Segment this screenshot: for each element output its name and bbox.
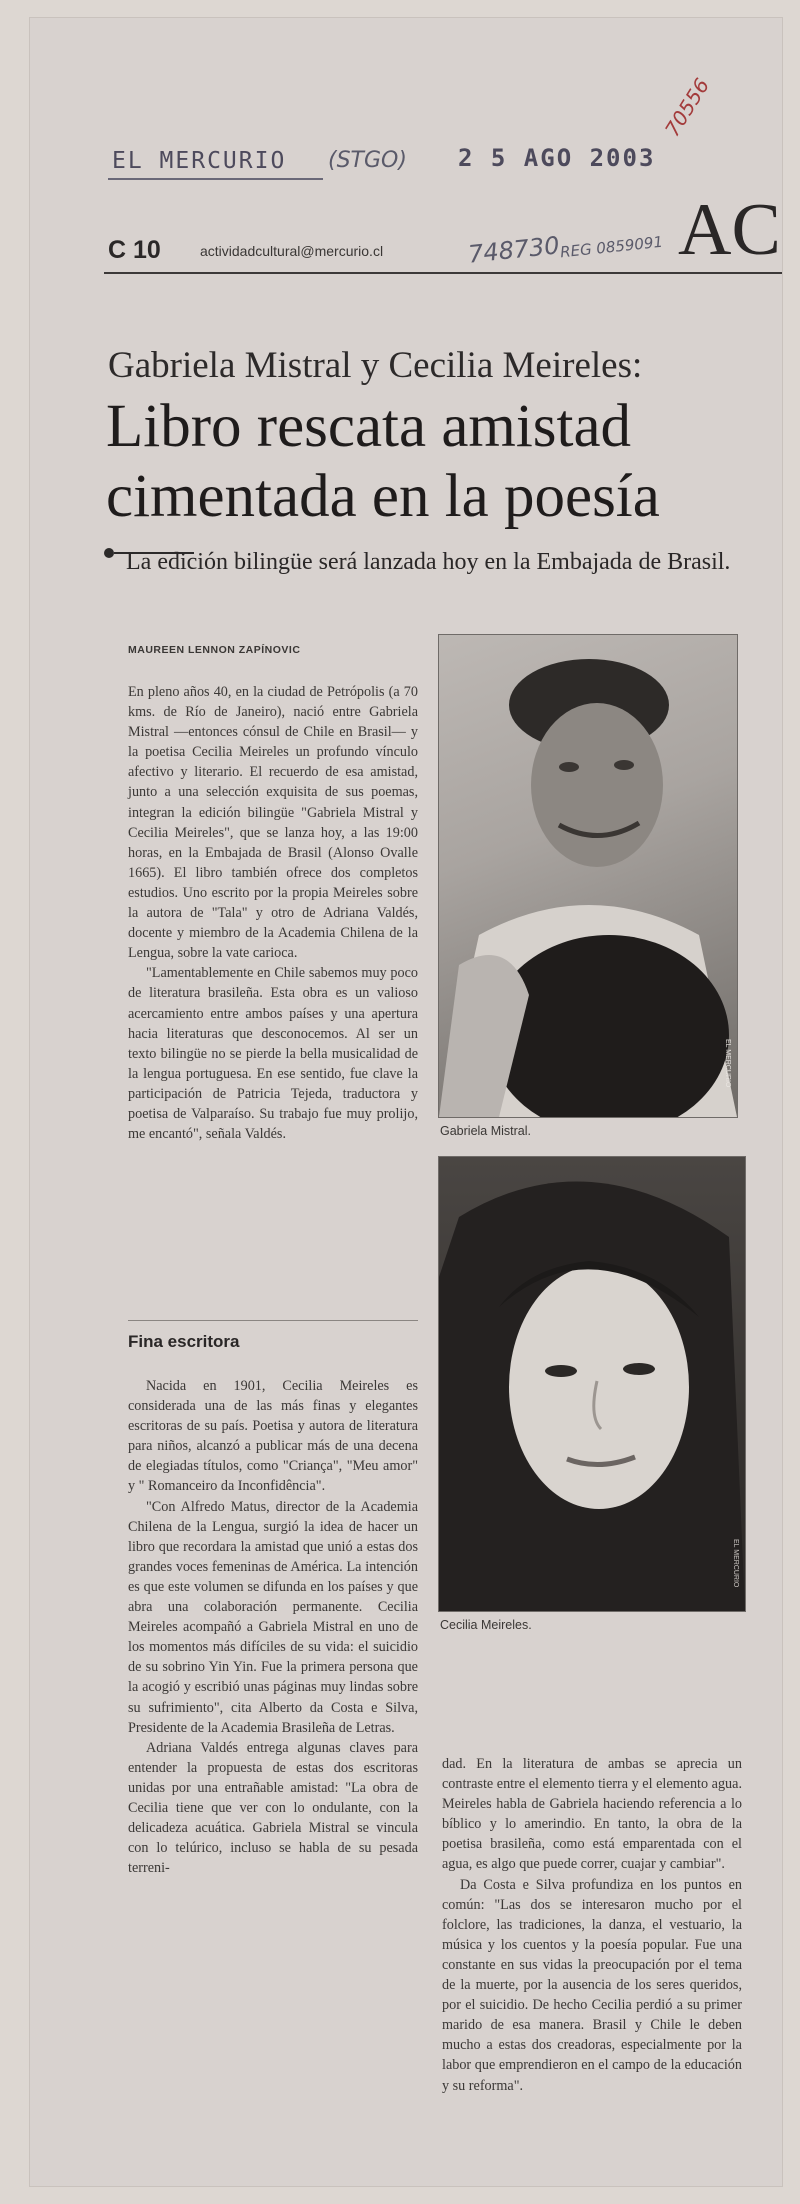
paragraph: "Lamentablemente en Chile sabemos muy poco de literatura brasileña. Esta obra es un valioso acercamiento entre ambos países y una apertura hacia literaturas que desconocemos. Al ser un texto bilingüe no se pierde la bella musicalidad de la lengua portuguesa. En ese sentido, fue clave la participación de Patricia Tejeda, traductora y poetisa de Valparaíso. Su trabajo fue muy prolijo, me encantó", señala Valdés. (128, 965, 418, 1143)
handwritten-number: 748730 (466, 231, 561, 269)
headline-line-2: cimentada en la poesía (106, 463, 660, 530)
stamp-date: 2 5 AGO 2003 (458, 144, 656, 172)
article-byline: MAUREEN LENNON ZAPÍNOVIC (128, 644, 301, 656)
section-email: actividadcultural@mercurio.cl (200, 243, 384, 259)
subhead-rule (128, 1320, 418, 1321)
paragraph: "Con Alfredo Matus, director de la Academia Chilena de la Lengua, surgió la idea de hacer un libro que recordara la amistad que unió a estas dos grandes voces femeninas de América. La intención es que este volumen se difunda en los países y que abra una colaboración permanente. Cecilia Meireles acompañó a Gabriela Mistral en uno de los momentos más difíciles de su vida: el suicidio de su sobrino Yin Yin. Fue la primera persona que la acogió y escribió unas páginas muy lindas sobre su sufrimiento", cita Alberto da Costa e Silva, Presidente de la Academia Brasileña de Letras. (128, 1498, 418, 1736)
page-number: C 10 (108, 236, 161, 264)
column-2 (442, 1754, 742, 2096)
headline-line-1: Libro rescata amistad (106, 393, 632, 460)
stamp-underline (108, 178, 323, 180)
article-dek: La edición bilingüe será lanzada hoy en la Embajada de Brasil. (126, 549, 731, 575)
paragraph: dad. En la literatura de ambas se aprecia un contraste entre el elemento tierra y el elemento agua. Meireles habla de Gabriela haciendo referencia a lo bíblico y lo amerindio. En tanto, la obra de la poetisa brasileña, como está emparentada con el agua, es algo que puede correr, cuajar y cambiar". (442, 1756, 742, 1873)
portrait-illustration (439, 635, 737, 1117)
caption-cecilia-meireles: Cecilia Meireles. (440, 1618, 532, 1632)
handwritten-location: (STGO) (328, 148, 407, 173)
paragraph: Da Costa e Silva profundiza en los puntos en común: "Las dos se interesaron mucho por el folclore, las tradiciones, la danza, el vestuario, la música y los cuentos y la poesía popular. Fue una constante en sus vidas la preocupación por el tema de la muerte, por la ausencia de los seres queridos, por el suicidio. De hecho Cecilia perdió a su primer marido de esa manera. Brasil y Chile le deben mucho a estas dos creadoras, especialmente por la labor que emprendieron en el campo de la educación y su reforma". (442, 1876, 742, 2094)
photo-credit: EL MERCURIO (732, 1538, 739, 1587)
paragraph: En pleno años 40, en la ciudad de Petrópolis (a 70 kms. de Río de Janeiro), nació entre Gabriela Mistral —entonces cónsul de Chile en Brasil— y la poetisa Cecilia Meireles un profundo vínculo afectivo y literario. El recuerdo de esa amistad, junto a una selección exquisita de sus poemas, integran la edición bilingüe "Gabriela Mistral y Cecilia Meireles", que se lanza hoy, a las 19:00 horas, en la Embajada de Brasil (Alonso Ovalle 1665). El libro también ofrece dos completos estudios. Uno escrito por la propia Meireles sobre la autora de "Tala" y otro de Adriana Valdés, docente y miembro de la Academia Chilena de la Lengua, sobre la vate carioca. (128, 684, 418, 962)
photo-gabriela-mistral (438, 634, 738, 1118)
header-rule (104, 272, 782, 274)
red-handwritten-note: 70556 (660, 74, 715, 141)
article-headline (106, 392, 776, 532)
paragraph: Nacida en 1901, Cecilia Meireles es considerada una de las más finas y elegantes escritoras de su país. Poetisa y autora de literatura para niños, alcanzó a publicar más de una decena de elegiadas títulos, como "Criança", "Meu amor" y " Romanceiro da Inconfidência". (128, 1378, 418, 1495)
portrait-illustration (439, 1157, 745, 1611)
column-1-bottom (128, 1376, 418, 1878)
article-subhead: Fina escritora (128, 1332, 240, 1351)
article-kicker: Gabriela Mistral y Cecilia Meireles: (108, 345, 643, 386)
paragraph: Adriana Valdés entrega algunas claves para entender la propuesta de estas dos escritoras unidas por una entrañable amistad: "La obra de Cecilia tiene que ver con lo ondulante, con la delicadeza acuática. Gabriela Mistral se vincula con lo telúrico, incluso se habla de su pesada terreni- (128, 1739, 418, 1877)
caption-gabriela-mistral: Gabriela Mistral. (440, 1124, 531, 1138)
newspaper-stamp: EL MERCURIO (112, 148, 287, 174)
handwritten-registry: REG 0859091 (559, 232, 664, 262)
photo-cecilia-meireles (438, 1156, 746, 1612)
section-title-fragment: AC (678, 189, 781, 271)
dek-bullet (104, 548, 114, 558)
photo-credit: EL MERCURIO (724, 1038, 731, 1087)
column-1-top (128, 682, 418, 1144)
